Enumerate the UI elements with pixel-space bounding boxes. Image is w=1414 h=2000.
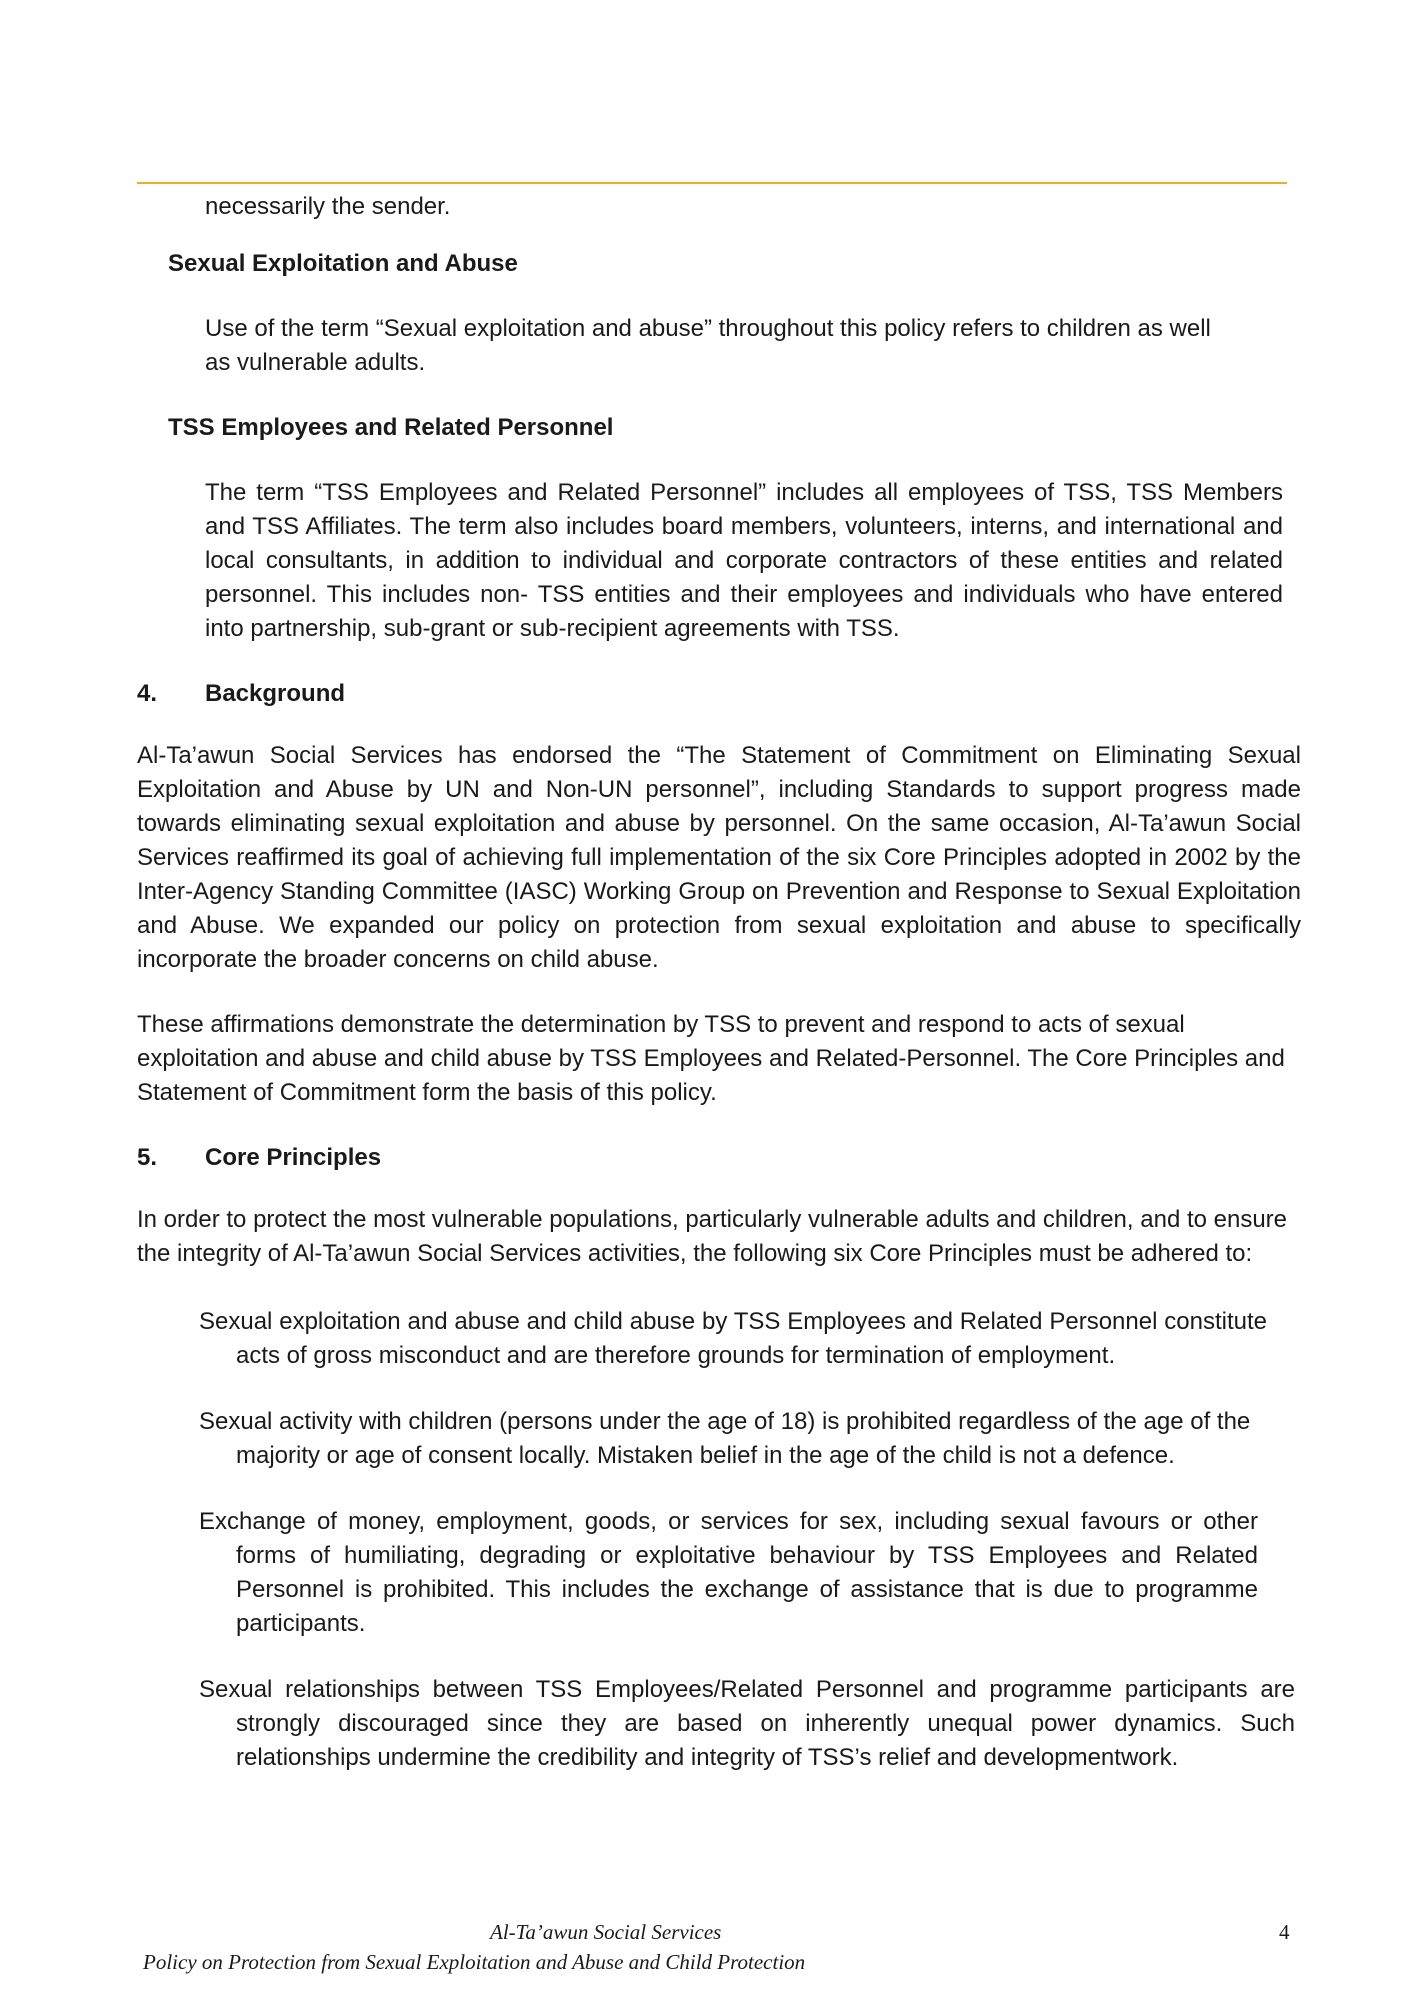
core-principle-item: Sexual exploitation and abuse and child abuse by TSS Employees and Related Personnel constitute acts of gross misconduct and are therefore grounds for termination of employment. (199, 1308, 1267, 1369)
term-body-sexual-exploitation: Use of the term “Sexual exploitation and abuse” throughout this policy refers to children as well as vulnerable adults. (205, 315, 1211, 376)
header-rule (137, 182, 1287, 184)
section-title: Background (205, 680, 346, 707)
core-principle-item: Sexual activity with children (persons under the age of 18) is prohibited regardless of the age of the majority or age of consent locally. Mistaken belief in the age of the child is not a defence. (199, 1408, 1251, 1469)
section-number: 5. (137, 1144, 158, 1171)
page-content (137, 190, 1301, 1775)
core-principle-item: Sexual relationships between TSS Employees/Related Personnel and programme participants are strongly discouraged since they are based on inherently unequal power dynamics. Such relationships undermine the credibility and integrity of TSS’s relief and developmentwork. (199, 1676, 1295, 1771)
continuation-text: necessarily the sender. (205, 193, 451, 220)
term-heading-tss-employees: TSS Employees and Related Personnel (168, 414, 614, 441)
background-paragraph-1: Al-Ta’awun Social Services has endorsed the “The Statement of Commitment on Eliminating Sexual Exploitation and Abuse by UN and Non-UN personnel”, including Standards to support progress made towards eliminating sexual exploitation and abuse by personnel. On the same occasion, Al-Ta’awun Social Services reaffirmed its goal of achieving full implementation of the six Core Principles adopted in 2002 by the Inter-Agency Standing Committee (IASC) Working Group on Prevention and Response to Sexual Exploitation and Abuse. We expanded our policy on protection from sexual exploitation and abuse to specifically incorporate the broader concerns on child abuse. (137, 742, 1301, 973)
footer-page-number: 4 (1279, 1920, 1290, 1944)
section-number: 4. (137, 680, 158, 707)
core-principles-intro: In order to protect the most vulnerable populations, particularly vulnerable adults and children, and to ensure the integrity of Al-Ta’awun Social Services activities, the following six Core Principles must be adhered to: (137, 1206, 1288, 1267)
section-heading-core-principles (137, 1141, 1301, 1175)
section-heading-background (137, 677, 1301, 711)
footer-policy-title: Policy on Protection from Sexual Exploitation and Abuse and Child Protection (143, 1950, 806, 1974)
term-body-tss-employees: The term “TSS Employees and Related Personnel” includes all employees of TSS, TSS Members and TSS Affiliates. The term also includes board members, volunteers, interns, and international and local consultants, in addition to individual and corporate contractors of these entities and related personnel. This includes non- TSS entities and their employees and individuals who have entered into partnership, sub-grant or sub-recipient agreements with TSS. (205, 479, 1283, 642)
section-title: Core Principles (205, 1144, 382, 1171)
core-principle-item: Exchange of money, employment, goods, or services for sex, including sexual favours or other forms of humiliating, degrading or exploitative behaviour by TSS Employees and Related Personnel is prohibited. This includes the exchange of assistance that is due to programme participants. (199, 1508, 1258, 1637)
background-paragraph-2: These affirmations demonstrate the determination by TSS to prevent and respond to acts of sexual exploitation and abuse and child abuse by TSS Employees and Related-Personnel. The Core Principles and Statement of Commitment form the basis of this policy. (137, 1011, 1285, 1106)
footer-organization: Al-Ta’awun Social Services (490, 1920, 722, 1944)
term-heading-sexual-exploitation: Sexual Exploitation and Abuse (168, 250, 518, 277)
